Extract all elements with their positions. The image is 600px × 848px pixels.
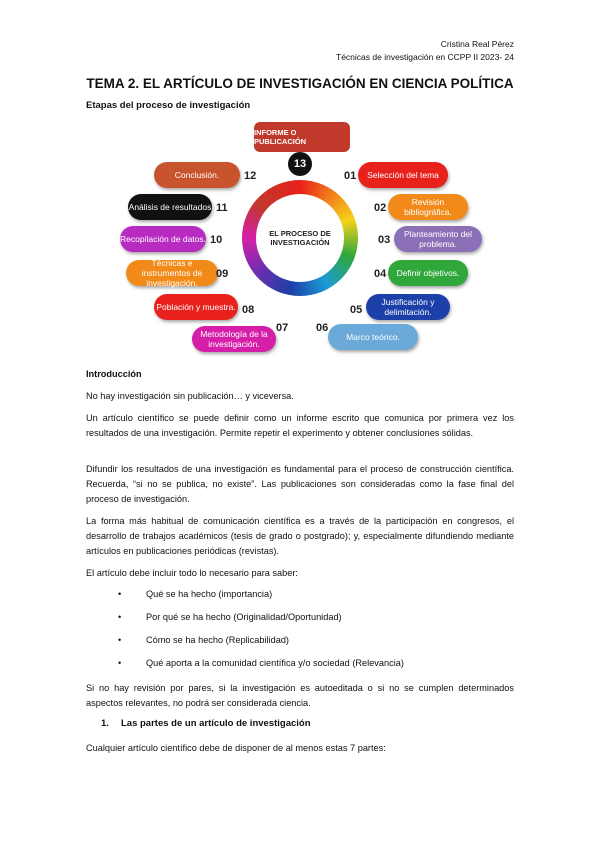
step-06-number: 06: [316, 322, 329, 334]
numbered-heading: 1. Las partes de un artículo de investigación: [101, 718, 311, 729]
step-06-pill: Marco teórico.: [328, 324, 418, 350]
step-07-number: 07: [276, 322, 289, 334]
step-05-number: 05: [350, 304, 363, 316]
step-10-pill: Recopilación de datos.: [120, 226, 206, 252]
center-line2: INVESTIGACIÓN: [270, 238, 330, 247]
bullet-item: • Por qué se ha hecho (Originalidad/Oportunidad): [118, 612, 342, 622]
step-02-number: 02: [374, 202, 387, 214]
step-12-number: 12: [244, 170, 257, 182]
paragraph-7: Cualquier artículo científico debe de disponer de al menos estas 7 partes:: [86, 743, 386, 753]
intro-heading: Introducción: [86, 369, 142, 379]
step-11-number: 11: [216, 202, 228, 214]
step-09-pill: Técnicas e instrumentos de investigación.: [126, 260, 218, 286]
header-course: Técnicas de investigación en CCPP II 2023- 24: [336, 52, 514, 62]
paragraph-1: No hay investigación sin publicación… y viceversa.: [86, 391, 294, 401]
step-12-pill: Conclusión.: [154, 162, 240, 188]
top-label-box: [254, 122, 350, 152]
step-03-number: 03: [378, 234, 391, 246]
paragraph-4: La forma más habitual de comunicación científica es a través de la participación en congresos, el desarrollo de trabajos académicos (tesis de grado o postgrado); y, especialmente difundiendo mediante artículos en publicaciones periódicas (revistas).: [86, 516, 514, 556]
process-ring: [242, 180, 358, 296]
step-09-number: 09: [216, 268, 229, 280]
step-07-pill: Metodología de la investigación.: [192, 326, 276, 352]
paragraph-6: Si no hay revisión por pares, si la investigación es autoeditada o si no se cumplen determinados aspectos relevantes, no podrá ser considerada ciencia.: [86, 683, 514, 708]
bullet-item: • Qué se ha hecho (importancia): [118, 589, 273, 599]
bullet-item: • Qué aporta a la comunidad científica y/o sociedad (Relevancia): [118, 658, 404, 668]
step-01-number: 01: [344, 170, 357, 182]
step-04-number: 04: [374, 268, 387, 280]
page-title: TEMA 2. EL ARTÍCULO DE INVESTIGACIÓN EN CIENCIA POLÍTICA: [86, 76, 514, 91]
step-10-number: 10: [210, 234, 223, 246]
step-03-pill: Planteamiento del problema.: [394, 226, 482, 252]
top-label: INFORME O PUBLICACIÓN: [254, 128, 307, 146]
ring-center: [256, 194, 344, 282]
step-01-pill: Selección del tema: [358, 162, 448, 188]
top-number: 13: [293, 158, 307, 170]
step-08-pill: Población y muestra.: [154, 294, 238, 320]
paragraph-3: Difundir los resultados de una investigación es fundamental para el proceso de construcción científica. Recuerda, “si no se publica, no existe”. Las publicaciones son consideradas como la fase final del proceso de investigación.: [86, 464, 514, 504]
section-heading: Etapas del proceso de investigación: [86, 100, 251, 111]
top-number-badge: [288, 152, 312, 176]
research-process-diagram: [110, 118, 490, 358]
bullet-item: • Cómo se ha hecho (Replicabilidad): [118, 635, 289, 645]
step-05-pill: Justificación y delimitación.: [366, 294, 450, 320]
paragraph-2: Un artículo científico se puede definir como un informe escrito que comunica por primera vez los resultados de una investigación. Permite repetir el experimento y obtener conclusiones sólidas.: [86, 413, 514, 438]
step-02-pill: Revisión bibliográfica.: [388, 194, 468, 220]
step-04-pill: Definir objetivos.: [388, 260, 468, 286]
center-line1: EL PROCESO DE: [269, 229, 331, 238]
header-author: Cristina Real Pérez: [440, 39, 514, 49]
step-11-pill: Análisis de resultados: [128, 194, 212, 220]
step-08-number: 08: [242, 304, 255, 316]
paragraph-5: El artículo debe incluir todo lo necesario para saber:: [86, 568, 298, 578]
